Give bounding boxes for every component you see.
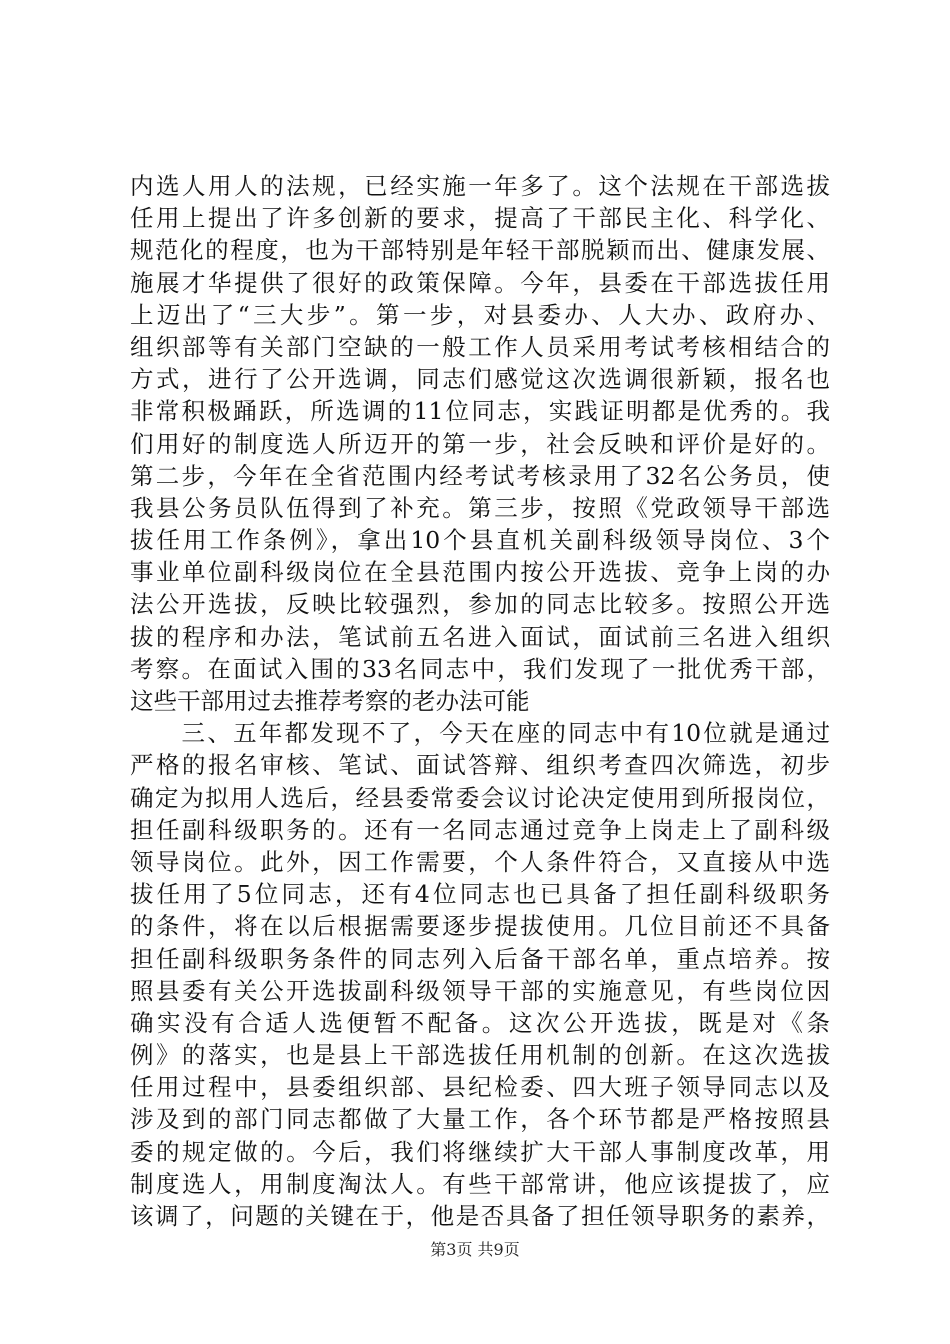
text-line: 规范化的程度，也为干部特别是年轻干部脱颖而出、健康发展、 [130,236,830,265]
text-line: 事业单位副科级岗位在全县范围内按公开选拔、竞争上岗的办 [130,558,830,587]
text-line: 三、五年都发现不了，今天在座的同志中有10位就是通过 [130,719,830,748]
text-line: 非常积极踊跃，所选调的11位同志，实践证明都是优秀的。我 [130,397,830,426]
text-line: 严格的报名审核、笔试、面试答辩、组织考查四次筛选，初步 [130,751,830,780]
text-line: 涉及到的部门同志都做了大量工作，各个环节都是严格按照县 [130,1105,830,1134]
text-line: 任用上提出了许多创新的要求，提高了干部民主化、科学化、 [130,204,830,233]
text-line: 方式，进行了公开选调，同志们感觉这次选调很新颖，报名也 [130,365,830,394]
text-line: 我县公务员队伍得到了补充。第三步，按照《党政领导干部选 [130,493,830,522]
text-line: 制度选人，用制度淘汰人。有些干部常讲，他应该提拔了，应 [130,1169,830,1198]
text-line: 任用过程中，县委组织部、县纪检委、四大班子领导同志以及 [130,1073,830,1102]
text-line: 这些干部用过去推荐考察的老办法可能 [130,687,530,715]
text-line: 的条件，将在以后根据需要逐步提拔使用。几位目前还不具备 [130,912,830,941]
text-line: 照县委有关公开选拔副科级领导干部的实施意见，有些岗位因 [130,976,830,1005]
body-text [130,170,830,1232]
page-footer: 第3页 共9页 [430,1240,520,1259]
text-line: 确实没有合适人选便暂不配备。这次公开选拔，既是对《条 [130,1008,830,1037]
text-line: 第二步，今年在全省范围内经考试考核录用了32名公务员，使 [130,461,830,490]
text-line: 拔的程序和办法，笔试前五名进入面试，面试前三名进入组织 [130,622,830,651]
text-line: 担任副科级职务的。还有一名同志通过竞争上岗走上了副科级 [130,815,830,844]
text-line: 该调了，问题的关键在于，他是否具备了担任领导职务的素养， [130,1202,830,1230]
text-line: 考察。在面试入围的33名同志中，我们发现了一批优秀干部， [130,654,830,683]
text-line: 领导岗位。此外，因工作需要，个人条件符合，又直接从中选 [130,847,830,876]
text-line: 例》的落实，也是县上干部选拔任用机制的创新。在这次选拔 [130,1041,830,1070]
text-line: 施展才华提供了很好的政策保障。今年，县委在干部选拔任用 [130,268,830,297]
text-line: 担任副科级职务条件的同志列入后备干部名单，重点培养。按 [130,944,830,973]
text-line: 上迈出了“三大步”。第一步，对县委办、人大办、政府办、 [130,300,830,329]
text-line: 确定为拟用人选后，经县委常委会议讨论决定使用到所报岗位， [130,783,830,812]
text-line: 内选人用人的法规，已经实施一年多了。这个法规在干部选拔 [130,172,830,200]
text-line: 们用好的制度选人所迈开的第一步，社会反映和评价是好的。 [130,429,830,458]
text-line: 委的规定做的。今后，我们将继续扩大干部人事制度改革，用 [130,1137,830,1166]
text-line: 拔任用了5位同志，还有4位同志也已具备了担任副科级职务 [130,880,830,909]
text-line: 组织部等有关部门空缺的一般工作人员采用考试考核相结合的 [130,332,830,361]
text-line: 拔任用工作条例》，拿出10个县直机关副科级领导岗位、3个 [130,526,830,555]
text-line: 法公开选拔，反映比较强烈，参加的同志比较多。按照公开选 [130,590,830,619]
